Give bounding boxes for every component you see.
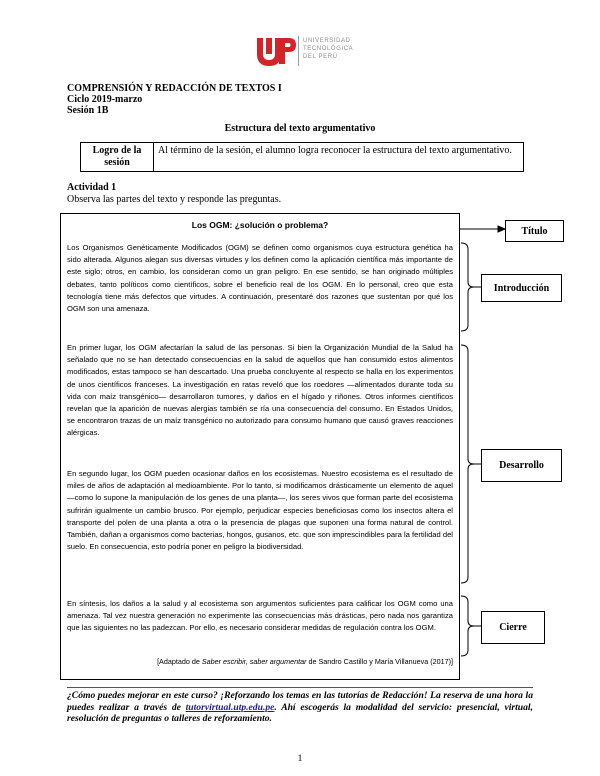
page-title: Estructura del texto argumentativo bbox=[224, 123, 376, 134]
closing-bracket bbox=[461, 596, 474, 656]
footer-divider bbox=[67, 687, 533, 688]
logo-line-3: DEL PERÚ bbox=[303, 54, 338, 60]
citation-prefix: [Adaptado de bbox=[157, 657, 202, 666]
paragraph-development-1: En primer lugar, los OGM afectarían la salud de las personas. Si bien la Organización Mundial de la Salud ha señalado que no se han detectado consecuencias en la salud de aquellos que han consumido estos alimentos modificados, estas tampoco se han descartado. Una prueba concluyente al respecto se halla en los experimentos de unos científicos franceses. La investigación en ratas reveló que los roedores —alimentados durante toda su vida con maíz transgénico— desarrollaron tumores, y daños en el hígado y riñones. Otros informes científicos revelan que la aparición de nuevas alergias también se ría una consecuencia del consumo. En Estados Unidos, se encontraron trazas de un maíz transgénico no autorizado para consumo humano que causó graves reacciones alérgicas. bbox=[67, 343, 453, 438]
tutor-link[interactable]: tutorvirtual.utp.edu.pe bbox=[185, 701, 275, 713]
article-title: Los OGM: ¿solución o problema? bbox=[191, 220, 329, 230]
cycle-label: Ciclo 2019-marzo bbox=[67, 94, 143, 105]
paragraph-development-2: En segundo lugar, los OGM pueden ocasionar daños en los ecosistemas. Nuestro ecosistema es el resultado de miles de años de adaptación al medioambiente. Por lo tanto, si modificamos drásticamente un elemento de aquel —como lo supone la manipulación de los genes de una planta—, los seres vivos que forman parte del ecosistema sufrirán igualmente un cambio brusco. Por ejemplo, perjudicar especies beneficiosas como los insectos altera el transporte del polen de una planta a otra o la presencia de plagas que suponen una forma natural de control. También, dañan a organismos como bacterias, hongos, gusanos, etc. que son imprescindibles para la fertilidad del suelo. En consecuencia, esto podría poner en peligro la biodiversidad. bbox=[67, 469, 453, 552]
paragraph-introduction: Los Organismos Genéticamente Modificados (OGM) se definen como organismos cuya estructura genética ha sido alterada. Algunos alegan sus diversas virtudes y los definen como la aplicación científica más importante de este siglo; otros, en cambio, los consideran como un gran peligro. En ese sentido, se han originado múltiples debates, tanto políticos como científicos, sobre el beneficio real de los OGM. En lo personal, creo que esta tecnología tiene más defectos que virtudes. A continuación, presentaré dos razones que sustentan por qué los OGM son una amenaza. bbox=[67, 243, 453, 314]
page-number: 1 bbox=[297, 754, 303, 764]
logo-line-2: TECNOLÓGICA bbox=[303, 46, 354, 52]
footer-text-1: ¿Cómo puedes mejorar en este curso? ¡Reforzando los temas en las tutorías de Redacción! La reserva de una hora la puedes realizar a través de bbox=[67, 690, 533, 713]
label-cierre: Cierre bbox=[481, 611, 545, 644]
activity-title: Actividad 1 bbox=[67, 182, 117, 193]
citation-suffix: de Sandro Castillo y María Villanueva (2017)] bbox=[306, 657, 453, 666]
activity-instruction: Observa las partes del texto y responde las preguntas. bbox=[67, 194, 282, 205]
citation-book: Saber escribir, saber argumentar bbox=[201, 657, 307, 666]
label-desarrollo: Desarrollo bbox=[481, 449, 562, 482]
paragraph-closing: En síntesis, los daños a la salud y al ecosistema son argumentos suficientes para calificar los OGM como una amenaza. Tal vez nuestra generación no experimente las consecuencias más drásticas, pero nada nos garantiza que las siguientes no las padezcan. Por ello, es necesario considerar medidas de regulación contra los OGM. bbox=[67, 599, 453, 633]
introduction-bracket bbox=[461, 243, 474, 331]
logro-label: Logro de la sesión bbox=[81, 143, 154, 171]
course-title: COMPRENSIÓN Y REDACCIÓN DE TEXTOS I bbox=[67, 83, 282, 94]
logro-text: Al término de la sesión, el alumno logra reconocer la estructura del texto argumentativo. bbox=[158, 145, 512, 156]
footer-text-2: . Ahí escogerás la modalidad del servicio: presencial, virtual, resolución de preguntas o talleres de reforzamiento. bbox=[67, 701, 533, 724]
label-introduccion: Introducción bbox=[481, 274, 562, 302]
development-bracket bbox=[461, 345, 474, 583]
logo-line-1: UNIVERSIDAD bbox=[303, 38, 351, 44]
footer-note bbox=[67, 690, 533, 725]
label-titulo: Título bbox=[505, 220, 564, 242]
session-label: Sesión 1B bbox=[67, 105, 109, 116]
arrow-head bbox=[498, 226, 505, 232]
